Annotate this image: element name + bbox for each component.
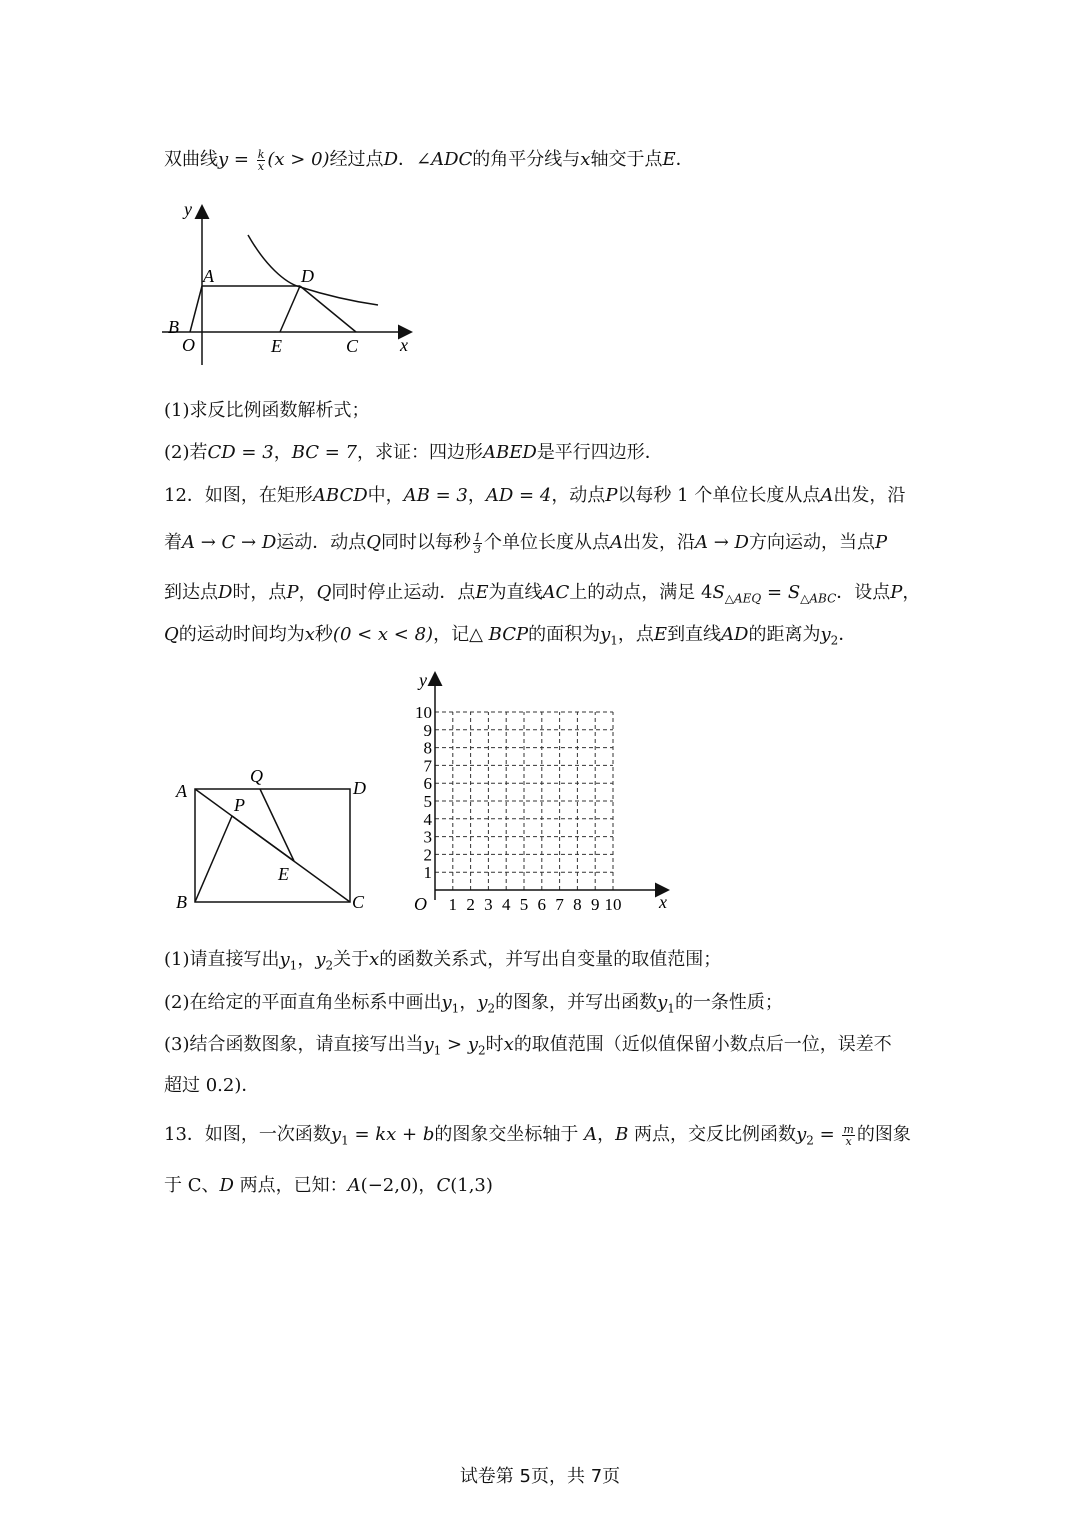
math: A → D bbox=[695, 532, 749, 553]
x-tick-label: 1 bbox=[448, 895, 458, 914]
label-e: E bbox=[278, 864, 289, 884]
fraction-denominator: x bbox=[257, 159, 265, 173]
text: 关于 bbox=[333, 949, 370, 970]
math: S bbox=[712, 582, 725, 603]
math: AC bbox=[542, 582, 570, 603]
math: y bbox=[423, 1034, 434, 1055]
text: 的图象交坐标轴于 bbox=[434, 1124, 585, 1145]
text: 双曲线 bbox=[164, 149, 218, 170]
y-tick-label: 5 bbox=[423, 792, 432, 811]
text: 的取值范围（近似值保留小数点后一位，误差不 bbox=[513, 1034, 892, 1055]
text: 轴交于点 bbox=[590, 149, 663, 170]
math: A bbox=[820, 485, 834, 506]
segment-qe bbox=[260, 789, 294, 861]
text: 两点，已知： bbox=[233, 1175, 348, 1196]
y-tick-label: 7 bbox=[423, 756, 432, 776]
label-y: y bbox=[184, 199, 192, 219]
text: ， bbox=[459, 992, 478, 1013]
math: A → C → D bbox=[182, 532, 277, 553]
text: ．设点 bbox=[836, 582, 891, 603]
math: x bbox=[304, 624, 315, 645]
text: ，记△ bbox=[433, 624, 489, 645]
text: 着 bbox=[164, 532, 182, 553]
text: 的运动时间均为 bbox=[178, 624, 305, 645]
fraction bbox=[257, 149, 266, 172]
subscript: 2 bbox=[806, 1133, 814, 1148]
fraction-numerator: 1 bbox=[474, 530, 482, 544]
q12-coordinate-grid bbox=[405, 668, 675, 918]
fraction-numerator: k bbox=[257, 147, 265, 161]
text: 同时以每秒 bbox=[381, 532, 472, 553]
q12-line3 bbox=[164, 580, 924, 612]
text: (−2,0)， bbox=[360, 1175, 437, 1196]
math: P bbox=[286, 582, 299, 603]
math: P bbox=[605, 485, 618, 506]
grid-y-label: y bbox=[419, 670, 427, 690]
x-tick-label: 7 bbox=[555, 895, 564, 914]
math: y bbox=[330, 1124, 342, 1145]
text: 的一条性质； bbox=[674, 992, 783, 1013]
math: P bbox=[890, 582, 903, 603]
text: > bbox=[441, 1034, 468, 1055]
text: 的面积为 bbox=[528, 624, 601, 645]
y-tick-label: 10 bbox=[415, 703, 432, 722]
text: ， bbox=[298, 582, 317, 603]
label-c: C bbox=[352, 892, 365, 912]
label-q: Q bbox=[250, 766, 263, 786]
fraction-denominator: 3 bbox=[474, 542, 482, 556]
segment-ba bbox=[190, 286, 202, 332]
math: y bbox=[441, 992, 452, 1013]
label-x: x bbox=[400, 335, 408, 355]
math: Q bbox=[164, 624, 179, 645]
text: 个单位长度从点 bbox=[484, 532, 611, 553]
text: ，动点 bbox=[551, 485, 606, 506]
y-tick-label: 9 bbox=[423, 720, 432, 740]
text: (2)若 bbox=[164, 442, 208, 463]
label-c: C bbox=[346, 336, 359, 356]
math: y bbox=[796, 1124, 807, 1145]
fraction-denominator: x bbox=[845, 1134, 852, 1148]
text: 的角平分线与 bbox=[472, 149, 581, 170]
math: E bbox=[662, 149, 676, 170]
formula: (x > 0) bbox=[267, 149, 330, 170]
text: 是平行四边形． bbox=[536, 442, 663, 463]
y-tick-label: 6 bbox=[423, 774, 432, 794]
math: y bbox=[315, 949, 326, 970]
subscript: 1 bbox=[341, 1133, 349, 1148]
subscript: 2 bbox=[830, 633, 839, 648]
text: 出发，沿 bbox=[623, 532, 696, 553]
q12-line4 bbox=[164, 622, 924, 654]
q11-part2 bbox=[164, 440, 924, 466]
text: 为直线 bbox=[488, 582, 543, 603]
math: C bbox=[436, 1175, 451, 1196]
grid-origin: O bbox=[414, 894, 427, 914]
text: ，点 bbox=[617, 624, 654, 645]
x-tick-label: 2 bbox=[466, 895, 475, 914]
math: P bbox=[875, 532, 888, 553]
fraction-numerator: m bbox=[843, 1122, 854, 1136]
segment-dc bbox=[300, 286, 356, 332]
label-p: P bbox=[234, 795, 245, 815]
text: = bbox=[348, 1124, 376, 1145]
q12-part3-cont: 超过 0.2)． bbox=[164, 1075, 260, 1096]
text: ．∠ bbox=[398, 149, 432, 170]
label-d: D bbox=[301, 266, 314, 286]
math: y bbox=[600, 624, 611, 645]
text: 经过点 bbox=[329, 149, 384, 170]
text: 到直线 bbox=[667, 624, 722, 645]
math: D bbox=[218, 582, 233, 603]
text: 到达点 bbox=[164, 582, 218, 603]
y-tick-label: 3 bbox=[423, 827, 432, 847]
label-e: E bbox=[271, 336, 282, 356]
fraction bbox=[473, 532, 482, 555]
x-tick-label: 9 bbox=[590, 895, 600, 914]
text: 的函数关系式，并写出自变量的取值范围； bbox=[379, 949, 722, 970]
segment-bp bbox=[195, 816, 232, 902]
x-tick-label: 10 bbox=[604, 895, 622, 914]
y-tick-label: 8 bbox=[423, 738, 432, 758]
math: ADC bbox=[431, 149, 473, 170]
math: A bbox=[347, 1175, 361, 1196]
math: y bbox=[657, 992, 668, 1013]
text: 的图象 bbox=[856, 1124, 911, 1145]
math: AD bbox=[721, 624, 749, 645]
math: AB = 3 bbox=[403, 485, 468, 506]
text: (2)在给定的平面直角坐标系中画出 bbox=[164, 992, 442, 1013]
label-a: A bbox=[176, 781, 187, 801]
text: 方向运动，当点 bbox=[749, 532, 875, 553]
text: 的图象，并写出函数 bbox=[495, 992, 658, 1013]
text: 于 C、 bbox=[164, 1175, 220, 1196]
fraction bbox=[842, 1124, 854, 1147]
x-tick-label: 6 bbox=[537, 895, 547, 914]
math: BC = 7 bbox=[291, 442, 357, 463]
text: ， bbox=[902, 582, 921, 603]
math: Q bbox=[366, 532, 382, 553]
subscript: 1 bbox=[451, 1001, 460, 1016]
math: E bbox=[475, 582, 489, 603]
text: ， bbox=[597, 1124, 616, 1145]
math: S bbox=[787, 582, 801, 603]
text: 出发，沿 bbox=[833, 485, 906, 506]
subscript: 1 bbox=[610, 633, 618, 648]
text: ， bbox=[467, 485, 486, 506]
x-tick-label: 5 bbox=[519, 895, 529, 914]
text: 的距离为 bbox=[748, 624, 821, 645]
q13-line1 bbox=[164, 1122, 924, 1154]
math: AD = 4 bbox=[485, 485, 552, 506]
x-tick-label: 3 bbox=[484, 895, 493, 914]
q13-line2 bbox=[164, 1173, 924, 1199]
subscript: 1 bbox=[433, 1043, 442, 1058]
page-footer: 试卷第 5页，共 7页 bbox=[459, 1466, 621, 1487]
grid-x-label: x bbox=[659, 892, 667, 912]
math: B bbox=[615, 1124, 629, 1145]
q11-figure bbox=[160, 195, 420, 365]
segment-de bbox=[280, 286, 300, 332]
text: = bbox=[761, 582, 788, 603]
subscript: 2 bbox=[325, 958, 334, 973]
q12-part2 bbox=[164, 990, 924, 1022]
text: 两点，交反比例函数 bbox=[628, 1124, 797, 1145]
math: A bbox=[610, 532, 624, 553]
q11-part1: (1)求反比例函数解析式； bbox=[164, 400, 370, 421]
text: 同时停止运动．点 bbox=[331, 582, 476, 603]
label-d: D bbox=[353, 778, 366, 798]
subscript: △AEQ bbox=[724, 591, 762, 606]
label-b: B bbox=[176, 892, 187, 912]
y-tick-label: 4 bbox=[423, 809, 432, 829]
math: x bbox=[503, 1034, 514, 1055]
text: 时 bbox=[485, 1034, 504, 1055]
math: A bbox=[584, 1124, 598, 1145]
text: 中， bbox=[367, 485, 404, 506]
math: (0 < x < 8) bbox=[332, 624, 434, 645]
y-tick-label: 2 bbox=[423, 845, 432, 865]
math: y bbox=[279, 949, 290, 970]
text: 时，点 bbox=[232, 582, 287, 603]
text: ， bbox=[273, 442, 292, 463]
subscript: 2 bbox=[478, 1043, 486, 1058]
q11-intro-line bbox=[164, 147, 924, 173]
text: (1)请直接写出 bbox=[164, 949, 280, 970]
text: 上的动点，满足 4 bbox=[569, 582, 713, 603]
math: y bbox=[477, 992, 488, 1013]
subscript: 1 bbox=[289, 958, 298, 973]
math: BCP bbox=[488, 624, 529, 645]
math: ABCD bbox=[312, 485, 368, 506]
text: 13．如图，一次函数 bbox=[164, 1124, 331, 1145]
text: = bbox=[813, 1124, 841, 1145]
math: CD = 3 bbox=[207, 442, 274, 463]
formula: y = bbox=[218, 149, 255, 170]
subscript: 1 bbox=[667, 1001, 675, 1016]
text: ． bbox=[675, 149, 694, 170]
x-tick-label: 4 bbox=[501, 895, 511, 914]
math: y bbox=[467, 1034, 479, 1055]
text: ， bbox=[297, 949, 316, 970]
text: ． bbox=[838, 624, 857, 645]
q12-part3 bbox=[164, 1032, 924, 1064]
math: x bbox=[580, 149, 591, 170]
subscript: △ABC bbox=[800, 591, 837, 606]
text: 秒 bbox=[314, 624, 333, 645]
x-tick-label: 8 bbox=[573, 895, 582, 914]
text: (1,3) bbox=[450, 1175, 493, 1196]
q12-part1 bbox=[164, 947, 924, 979]
math: D bbox=[219, 1175, 234, 1196]
label-a: A bbox=[203, 266, 214, 286]
math: E bbox=[653, 624, 668, 645]
math: D bbox=[383, 149, 398, 170]
math: x bbox=[369, 949, 380, 970]
math: y bbox=[820, 624, 831, 645]
label-b: B bbox=[168, 317, 179, 337]
text: 以每秒 1 个单位长度从点 bbox=[617, 485, 821, 506]
text: 12．如图，在矩形 bbox=[164, 485, 313, 506]
text: 运动．动点 bbox=[276, 532, 367, 553]
q12-rectangle-figure bbox=[170, 765, 380, 915]
q12-line1 bbox=[164, 483, 924, 509]
q12-line2 bbox=[164, 530, 924, 556]
subscript: 2 bbox=[487, 1001, 496, 1016]
y-tick-label: 1 bbox=[423, 863, 432, 883]
math: kx + b bbox=[375, 1124, 435, 1145]
text: ，求证：四边形 bbox=[357, 442, 483, 463]
math: Q bbox=[316, 582, 332, 603]
label-o: O bbox=[182, 335, 195, 355]
math: ABED bbox=[483, 442, 537, 463]
segment-pe bbox=[232, 816, 294, 861]
text: (3)结合函数图象，请直接写出当 bbox=[164, 1034, 424, 1055]
